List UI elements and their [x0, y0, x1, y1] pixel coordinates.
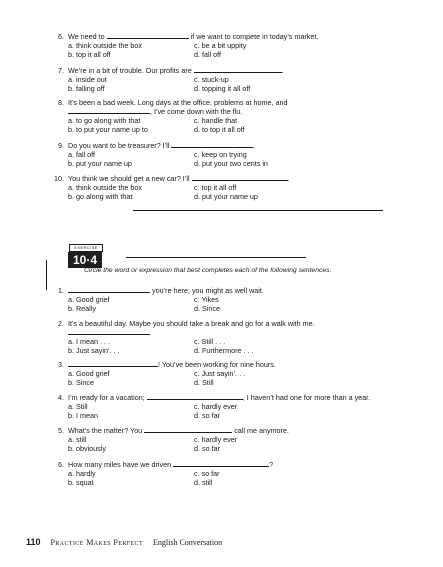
exercise-number: 10·4 [68, 252, 102, 268]
question-text: It’s been a bad week. Long days at the office, problems at home, and [68, 98, 288, 107]
question-text: , I haven’t had one for more than a year. [242, 393, 371, 402]
option-d: d. so far [194, 411, 220, 420]
option-d: d. topping it all off [194, 84, 251, 93]
option-b: b. obviously [68, 444, 106, 453]
option-d: d. Furthermore . . . [194, 346, 254, 355]
answer-blank [147, 393, 243, 400]
option-c: c. Still . . . [194, 337, 226, 346]
option-a: a. to go along with that [68, 116, 141, 125]
question-text: , I’ve come down with the flu. [150, 107, 243, 116]
exercise-question-5 [48, 426, 388, 453]
option-c: c. handle that [194, 116, 238, 125]
option-d: d. fall off [194, 50, 222, 59]
question-text: What’s the matter? You [68, 426, 143, 435]
answer-blank [68, 107, 150, 114]
answer-blank [68, 360, 158, 367]
question-8 [48, 98, 388, 134]
answer-blank [173, 460, 269, 467]
option-a: a. hardly [68, 469, 96, 478]
option-d: d. so far [194, 444, 220, 453]
question-6 [48, 32, 388, 59]
option-d: d. Since [194, 304, 220, 313]
option-b: b. put your name up [68, 159, 132, 168]
exercise-question-3 [48, 360, 388, 387]
option-b: b. Just sayin’. . . [68, 346, 120, 355]
option-a: a. fall off [68, 150, 96, 159]
answer-blank [68, 286, 150, 293]
option-d: d. to top it all off [194, 125, 245, 134]
option-a: a. think outside the box [68, 183, 142, 192]
question-text: You think we should get a new car? I’ll [68, 174, 190, 183]
question-text: . [281, 66, 284, 75]
question-text: ? [269, 460, 274, 469]
question-number: 10. [54, 174, 64, 183]
section-divider [133, 210, 383, 211]
question-text: you’re here, you might as well wait. [152, 286, 264, 295]
option-c: c. hardly ever [194, 402, 238, 411]
option-a: a. Good grief [68, 369, 110, 378]
option-b: b. go along with that [68, 192, 133, 201]
question-number: 6. [58, 32, 64, 41]
question-number: 5. [58, 426, 64, 435]
question-number: 1. [58, 286, 64, 295]
option-b: b. I mean [68, 411, 98, 420]
exercise-question-2 [48, 319, 388, 355]
option-b: b. Really [68, 304, 96, 313]
answer-blank [171, 141, 256, 150]
option-c: c. stuck-up [194, 75, 229, 84]
exercise-question-6 [48, 460, 388, 487]
answer-blank [144, 426, 232, 433]
option-c: c. Yikes [194, 295, 219, 304]
question-number: 4. [58, 393, 64, 402]
option-b: b. falling off [68, 84, 105, 93]
question-number: 3. [58, 360, 64, 369]
option-c: c. hardly ever [194, 435, 238, 444]
option-a: a. think outside the box [68, 41, 142, 50]
page-footer [26, 537, 222, 547]
option-a: a. Good grief [68, 295, 110, 304]
question-text: Do you want to be treasurer? I’ll [68, 141, 170, 150]
option-a: a. still [68, 435, 87, 444]
question-text: I’m ready for a vacation; [68, 393, 145, 402]
option-c: c. be a bit uppity [194, 41, 247, 50]
question-text: . [287, 174, 290, 183]
question-text: call me anymore. [234, 426, 289, 435]
question-text: ! You’ve been working for nine hours. [158, 360, 276, 369]
question-text: We’re in a bit of trouble. Our profits are [68, 66, 192, 75]
question-number: 9. [58, 141, 64, 150]
answer-blank [107, 32, 189, 39]
question-number: 2. [58, 319, 64, 328]
option-b: b. to put your name up to [68, 125, 148, 134]
option-b: b. top it all off [68, 50, 111, 59]
question-text: We need to [68, 32, 105, 41]
option-a: a. I mean . . . [68, 337, 110, 346]
option-a: a. inside out [68, 75, 107, 84]
exercise-label: EXERCISE [69, 244, 103, 252]
option-d: d. still [194, 478, 213, 487]
question-9 [48, 141, 388, 168]
exercise-header-rule [126, 257, 306, 258]
question-number: 7. [58, 66, 64, 75]
option-b: b. squat [68, 478, 94, 487]
book-subtitle: English Conversation [153, 538, 223, 547]
exercise-side-rule [46, 260, 47, 290]
option-c: c. keep on trying [194, 150, 247, 159]
page-number: 110 [26, 537, 41, 547]
option-c: c. Just sayin’. . . [194, 369, 246, 378]
question-7 [48, 66, 388, 93]
option-d: d. put your two cents in [194, 159, 268, 168]
question-10 [48, 174, 388, 201]
question-number: 8. [58, 98, 64, 107]
exercise-instruction: Circle the word or expression that best completes each of the following sentences. [84, 267, 332, 274]
question-text: How many miles have we driven [68, 460, 172, 469]
answer-blank [192, 174, 288, 181]
question-text: . [253, 141, 256, 150]
question-text: if we want to compete in today’s market. [190, 32, 319, 41]
question-text: It’s a beautiful day. Maybe you should take a break and go for a walk with me. [68, 319, 315, 328]
answer-blank [194, 66, 282, 73]
exercise-question-4 [48, 393, 388, 420]
answer-blank [68, 328, 150, 335]
option-b: b. Since [68, 378, 94, 387]
exercise-question-1 [48, 286, 388, 313]
option-d: d. put your name up [194, 192, 258, 201]
option-a: a. Still [68, 402, 88, 411]
question-number: 6. [58, 460, 64, 469]
option-c: c. top it all off [194, 183, 237, 192]
option-d: d. Still [194, 378, 214, 387]
book-title: Practice Makes Perfect [50, 538, 144, 547]
option-c: c. so far [194, 469, 220, 478]
